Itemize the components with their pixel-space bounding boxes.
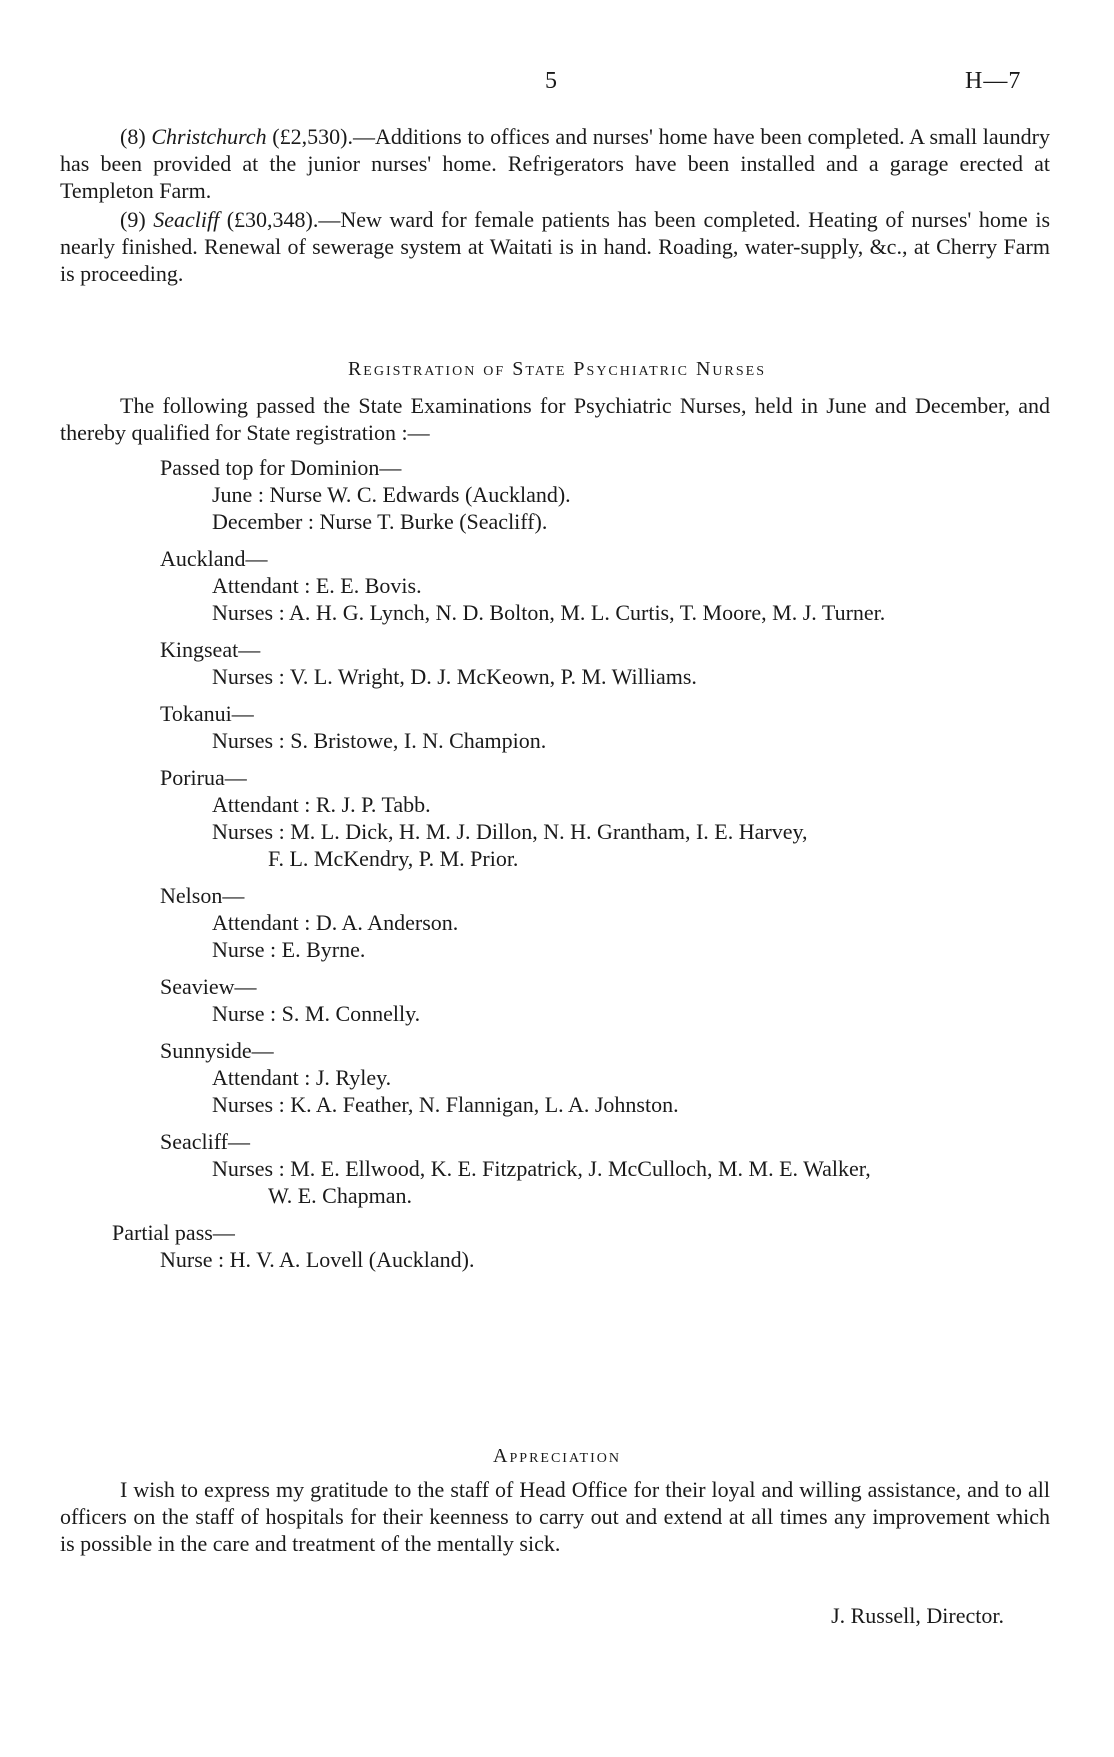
section-heading-appreciation: Appreciation <box>493 1445 621 1467</box>
list-line: Porirua— <box>160 765 247 790</box>
list-line: Seaview— <box>160 974 257 999</box>
intro-text: The following passed the State Examinations for Psychiatric Nurses, held in June and December, and thereby qualified for State registration :— <box>60 393 1050 445</box>
list-line: Attendant : D. A. Anderson. <box>212 910 459 935</box>
paragraph-text: (£2,530).—Additions to offices and nurses' home have been completed. A small laundry has been provided at the junior nurses' home. Refrigerators have been installed and a garage erected at Templeton Farm. <box>60 124 1051 203</box>
list-line: F. L. McKendry, P. M. Prior. <box>268 846 519 871</box>
list-line: June : Nurse W. C. Edwards (Auckland). <box>212 482 571 507</box>
paragraph-seacliff <box>60 206 1050 287</box>
list-line: Auckland— <box>160 546 268 571</box>
paragraph-christchurch <box>60 123 1050 204</box>
place-name: Seacliff <box>153 207 220 232</box>
list-line: Nurses : M. E. Ellwood, K. E. Fitzpatrick, J. McCulloch, M. M. E. Walker, <box>212 1156 871 1181</box>
list-line: Nelson— <box>160 883 245 908</box>
list-line: Nurse : H. V. A. Lovell (Auckland). <box>160 1247 475 1272</box>
paragraph-number: (9) <box>120 207 146 232</box>
list-line: Partial pass— <box>112 1220 235 1245</box>
registration-intro <box>60 392 1050 446</box>
list-line: Nurse : S. M. Connelly. <box>212 1001 421 1026</box>
list-line: Kingseat— <box>160 637 261 662</box>
appreciation-text: I wish to express my gratitude to the staff of Head Office for their loyal and willing assistance, and to all officers on the staff of hospitals for their keenness to carry out and extend at all times any improvement which is possible in the care and treatment of the mentally sick. <box>60 1477 1050 1556</box>
paragraph-text: (£30,348).—New ward for female patients has been completed. Heating of nurses' home is nearly finished. Renewal of sewerage system at Waitati is in hand. Roading, water-supply, &c., at Cherry Farm is proceeding. <box>60 207 1051 286</box>
signature: J. Russell, Director. <box>831 1603 1004 1628</box>
section-heading-registration: Registration of State Psychiatric Nurses <box>347 358 767 380</box>
list-line: Nurse : E. Byrne. <box>212 937 366 962</box>
list-line: Nurses : S. Bristowe, I. N. Champion. <box>212 728 547 753</box>
document-reference: H—7 <box>965 68 1022 94</box>
list-line: Seacliff— <box>160 1129 251 1154</box>
list-line: Nurses : V. L. Wright, D. J. McKeown, P. M. Williams. <box>212 664 697 689</box>
page-number: 5 <box>545 68 557 94</box>
list-line: Attendant : R. J. P. Tabb. <box>212 792 431 817</box>
list-line: Nurses : M. L. Dick, H. M. J. Dillon, N. H. Grantham, I. E. Harvey, <box>212 819 808 844</box>
appreciation-paragraph <box>60 1476 1050 1557</box>
list-line: December : Nurse T. Burke (Seacliff). <box>212 509 548 534</box>
list-line: Nurses : K. A. Feather, N. Flannigan, L. A. Johnston. <box>212 1092 679 1117</box>
paragraph-number: (8) <box>120 124 146 149</box>
place-name: Christchurch <box>151 124 267 149</box>
list-line: Tokanui— <box>160 701 254 726</box>
list-line: W. E. Chapman. <box>268 1183 412 1208</box>
list-line: Sunnyside— <box>160 1038 274 1063</box>
list-line: Passed top for Dominion— <box>160 455 402 480</box>
list-line: Nurses : A. H. G. Lynch, N. D. Bolton, M. L. Curtis, T. Moore, M. J. Turner. <box>212 600 886 625</box>
list-line: Attendant : J. Ryley. <box>212 1065 392 1090</box>
list-line: Attendant : E. E. Bovis. <box>212 573 422 598</box>
